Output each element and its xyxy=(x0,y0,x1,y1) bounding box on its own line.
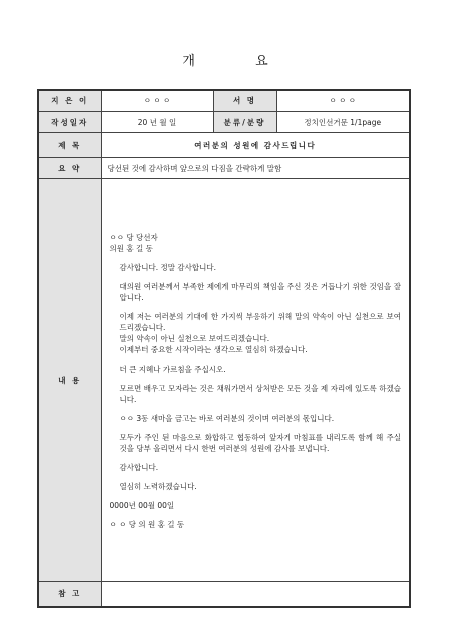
form-table xyxy=(37,89,411,608)
body-line-member: 의원 홍 길 동 xyxy=(109,243,153,253)
document-title: 개 요 xyxy=(182,54,296,69)
category-label: 분류/분량 xyxy=(213,111,276,132)
date-label: 작성일자 xyxy=(38,111,101,132)
sign-label: 서 명 xyxy=(213,90,276,111)
content-label: 내 용 xyxy=(38,179,101,581)
body-paragraph: 이제부터 중요한 시작이라는 생각으로 열심히 하겠습니다. xyxy=(119,345,308,355)
author-label: 지 은 이 xyxy=(38,90,101,111)
notes-value xyxy=(101,581,410,607)
body-date: 0000년 00월 00일 xyxy=(109,501,175,511)
subject-row xyxy=(38,133,410,158)
body-paragraph: 감사합니다. 정말 감사합니다. xyxy=(119,262,216,272)
body-paragraph: 이제 저는 여러분의 기대에 한 가지씩 부응하기 위해 말의 약속이 아닌 실천으로 보여드리겠습니다. xyxy=(119,312,401,333)
summary-value: 당선된 것에 감사하며 앞으로의 다짐을 간략하게 말함 xyxy=(101,157,410,178)
body-paragraph: 열심히 노력하겠습니다. xyxy=(119,482,197,492)
content-body xyxy=(101,179,410,581)
body-paragraph: 더 큰 지혜나 가르침을 주십시오. xyxy=(119,364,226,374)
date-value: 20 년 월 일 xyxy=(101,111,213,132)
subject-value: 여러분의 성원에 감사드립니다 xyxy=(101,133,410,158)
body-paragraph: 감사합니다. xyxy=(119,463,159,473)
notes-row xyxy=(38,581,410,607)
body-paragraph: 대의원 여러분께서 부족한 제에게 마무리의 책임을 주신 것은 거듭나기 위한 것임을 잘 압니다. xyxy=(119,281,401,303)
body-line-party: ㅇㅇ 당 당선자 xyxy=(109,232,158,242)
body-signature: ㅇ ㅇ 당 의 원 홍 길 동 xyxy=(109,520,185,530)
summary-label: 요 약 xyxy=(38,157,101,178)
content-row xyxy=(38,179,410,581)
body-paragraph: 모르면 배우고 모자라는 것은 채워가면서 상처받은 모든 것을 제 자리에 있도록 하겠습니다. xyxy=(119,383,401,404)
date-row xyxy=(38,111,410,132)
sign-value: ㅇ ㅇ ㅇ xyxy=(276,90,410,111)
body-paragraph: ㅇㅇ 3동 새마을 금고는 바로 여러분의 것이며 여러분의 몫입니다. xyxy=(119,413,335,423)
category-value: 정치인선거문 1/1page xyxy=(276,111,410,132)
notes-label: 참 고 xyxy=(38,581,101,607)
author-row xyxy=(38,90,410,111)
body-paragraph: 말의 약속이 아닌 실천으로 보여드리겠습니다. xyxy=(119,334,270,344)
subject-label: 제 목 xyxy=(38,133,101,158)
summary-row xyxy=(38,157,410,178)
body-paragraph: 모두가 주인 된 마음으로 화합하고 협동하여 앞자게 마침표를 내리도록 함께 해 주실 것을 당부 올리면서 다시 한번 여러분의 성원에 감사를 보냅니다. xyxy=(119,432,401,453)
author-value: ㅇ ㅇ ㅇ xyxy=(101,90,213,111)
